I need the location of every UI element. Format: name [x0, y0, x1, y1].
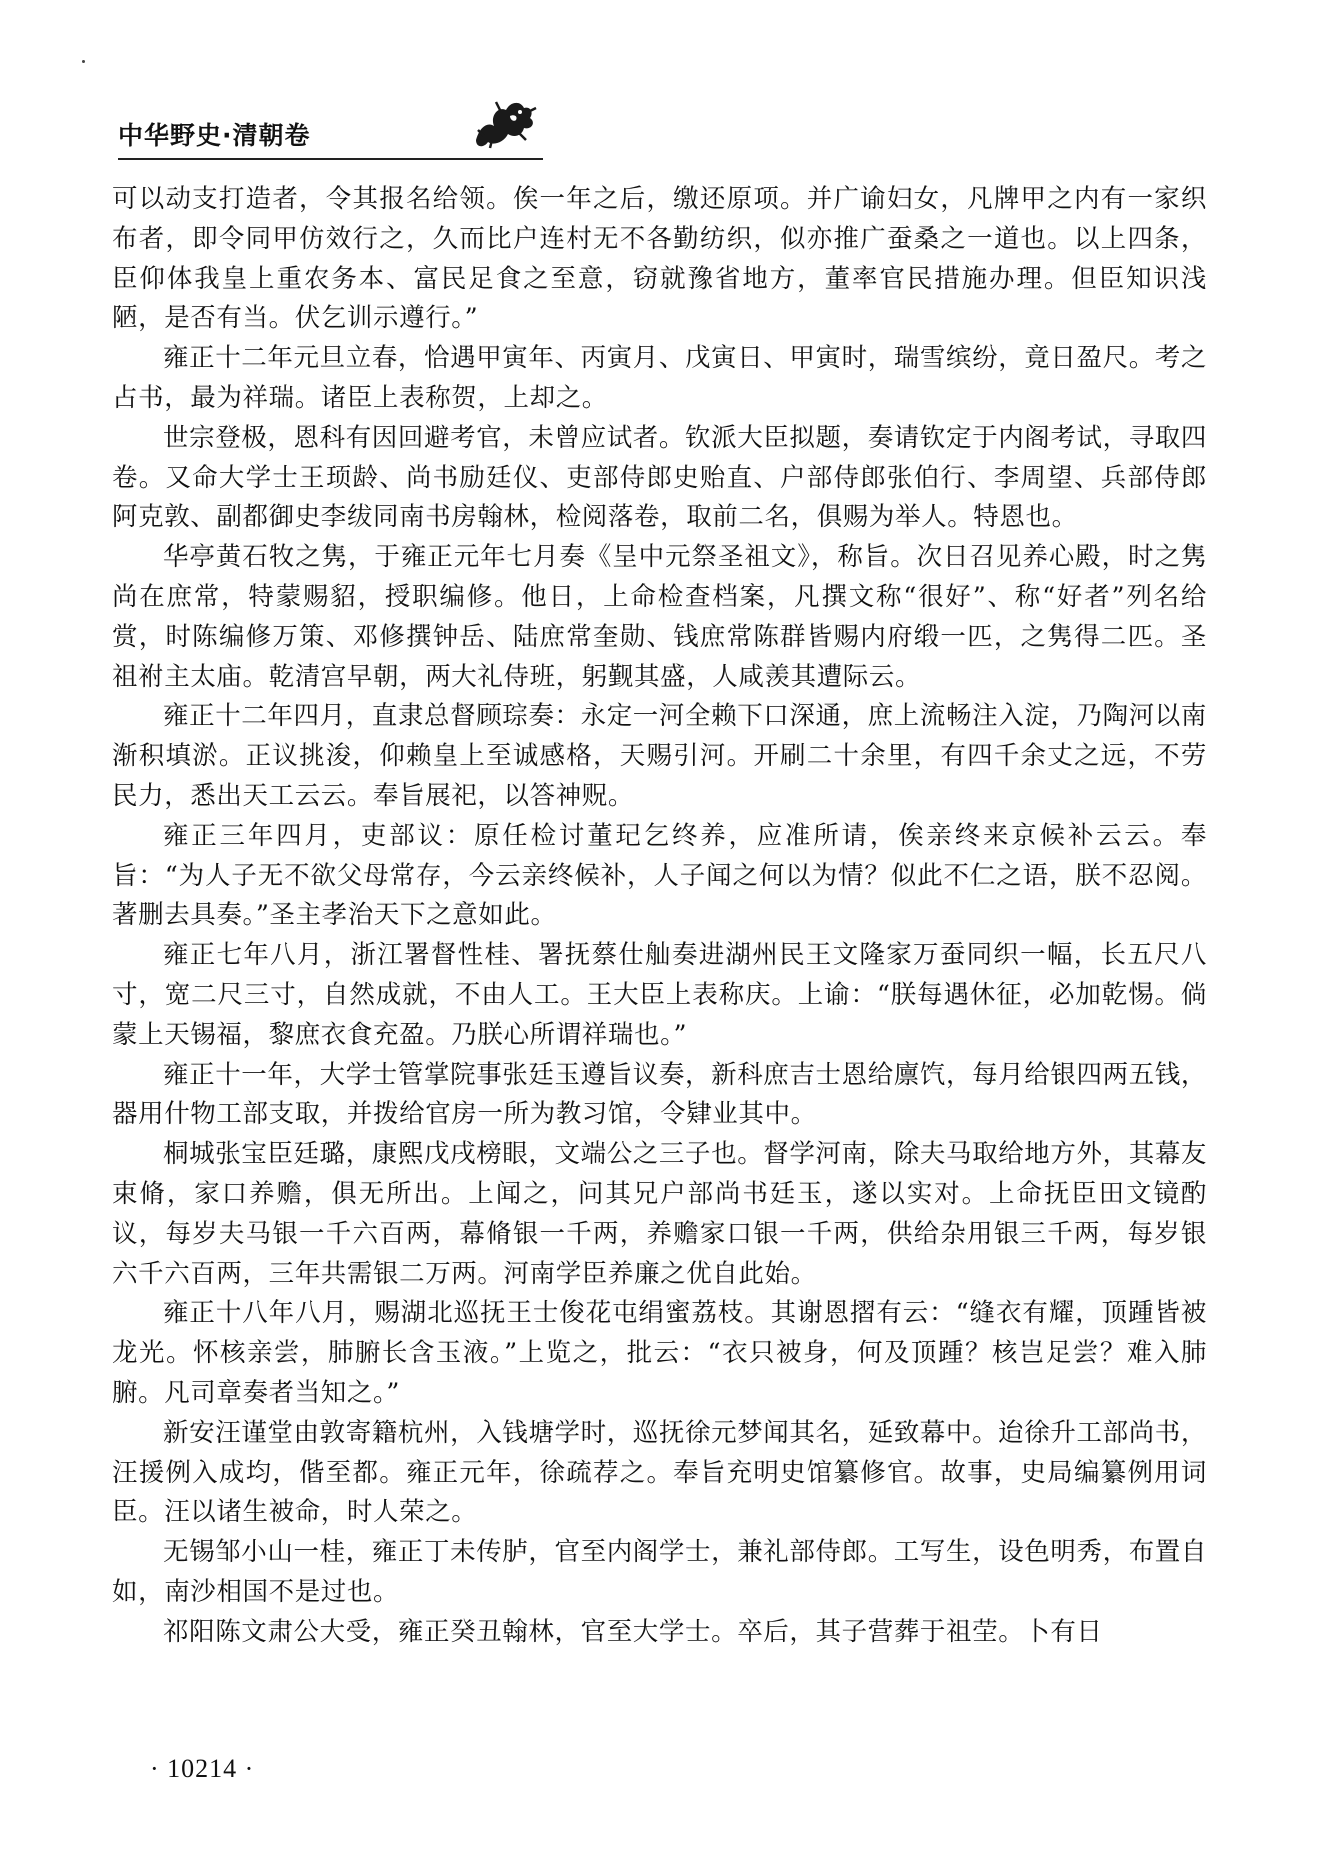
- book-title: 中华野史·清朝卷: [118, 121, 311, 150]
- paragraph: 祁阳陈文肃公大受，雍正癸丑翰林，官至大学士。卒后，其子营葬于祖茔。卜有日: [163, 1616, 1103, 1647]
- paragraph: 世宗登极，恩科有因回避考官，未曾应试者。钦派大臣拟题，奏请钦定于内阁考试，寻取四卷。又命大学士王顼龄、尚书励廷仪、吏部侍郎史贻直、户部侍郎张伯行、李周望、兵部侍郎阿克敦、副都御史李绂同南书房翰林，检阅落卷，取前二名，俱赐为举人。特恩也。: [112, 422, 1208, 533]
- page-number: · 10214 ·: [150, 1754, 255, 1783]
- body-text: [112, 180, 1207, 1652]
- paragraph: 雍正三年四月，吏部议：原任检讨董玘乞终养，应准所请，俟亲终来京候补云云。奉旨：“为人子无不欲父母常存，今云亲终候补，人子闻之何以为情？似此不仁之语，朕不忍阅。著删去具奏。”圣主孝治天下之意如此。: [112, 820, 1207, 931]
- paragraph: 桐城张宝臣廷璐，康熙戊戌榜眼，文端公之三子也。督学河南，除夫马取给地方外，其幕友束脩，家口养赡，俱无所出。上闻之，问其兄户部尚书廷玉，遂以实对。上命抚臣田文镜酌议，每岁夫马银一千六百两，幕脩银一千两，养赡家口银一千两，供给杂用银三千两，每岁银六千六百两，三年共需银二万两。河南学臣养廉之优自此始。: [112, 1139, 1208, 1289]
- paragraph: 雍正十二年四月，直隶总督顾琮奏：永定一河全赖下口深通，庶上流畅注入淀，乃陶河以南渐积填淤。正议挑浚，仰赖皇上至诚感格，天赐引河。开刷二十余里，有四千余丈之远，不劳民力，悉出天工云云。奉旨展祀，以答神贶。: [112, 701, 1208, 811]
- running-header: [118, 96, 543, 160]
- header-rule: [118, 158, 543, 160]
- paragraph: 新安汪谨堂由敦寄籍杭州，入钱塘学时，巡抚徐元梦闻其名，延致幕中。迨徐升工部尚书，汪援例入成均，偕至都。雍正元年，徐疏荐之。奉旨充明史馆纂修官。故事，史局编纂例用词臣。汪以诸生被命，时人荣之。: [112, 1417, 1208, 1528]
- paragraph: 雍正七年八月，浙江署督性桂、署抚蔡仕舢奏进湖州民王文隆家万蚕同织一幅，长五尺八寸，宽二尺三寸，自然成就，不由人工。王大臣上表称庆。上谕：“朕每遇休征，必加乾惕。倘蒙上天锡福，黎庶衣食充盈。乃朕心所谓祥瑞也。”: [112, 940, 1207, 1050]
- paragraph: 雍正十八年八月，赐湖北巡抚王士俊花屯绢蜜荔枝。其谢恩摺有云：“缝衣有耀，顶踵皆被龙光。怀核亲尝，肺腑长含玉液。”上览之，批云：“衣只被身，何及顶踵？核岂足尝？难入肺腑。凡司章奏者当知之。”: [112, 1298, 1207, 1408]
- dragon-icon: [470, 96, 538, 152]
- paragraph: 华亭黄石牧之隽，于雍正元年七月奏《呈中元祭圣祖文》，称旨。次日召见养心殿，时之隽尚在庶常，特蒙赐貂，授职编修。他日，上命检查档案，凡撰文称“很好”、称“好者”列名给赏，时陈编修万策、邓修撰钟岳、陆庶常奎勋、钱庶常陈群皆赐内府缎一匹，之隽得二匹。圣祖祔主太庙。乾清宫早朝，两大礼侍班，躬觐其盛，人咸羡其遭际云。: [112, 542, 1207, 692]
- scan-speck: [82, 60, 85, 63]
- paragraph: 可以动支打造者，令其报名给领。俟一年之后，缴还原项。并广谕妇女，凡牌甲之内有一家织布者，即令同甲仿效行之，久而比户连村无不各勤纺织，似亦推广蚕桑之一道也。以上四条，臣仰体我皇上重农务本、富民足食之至意，窃就豫省地方，董率官民措施办理。但臣知识浅陋，是否有当。伏乞训示遵行。”: [112, 184, 1207, 334]
- paragraph: 雍正十一年，大学士管掌院事张廷玉遵旨议奏，新科庶吉士恩给廪饩，每月给银四两五钱，器用什物工部支取，并拨给官房一所为教习馆，令肄业其中。: [112, 1059, 1208, 1130]
- paragraph: 雍正十二年元旦立春，恰遇甲寅年、丙寅月、戊寅日、甲寅时，瑞雪缤纷，竟日盈尺。考之占书，最为祥瑞。诸臣上表称贺，上却之。: [112, 343, 1208, 413]
- paragraph: 无锡邹小山一桂，雍正丁未传胪，官至内阁学士，兼礼部侍郎。工写生，设色明秀，布置自如，南沙相国不是过也。: [112, 1537, 1208, 1607]
